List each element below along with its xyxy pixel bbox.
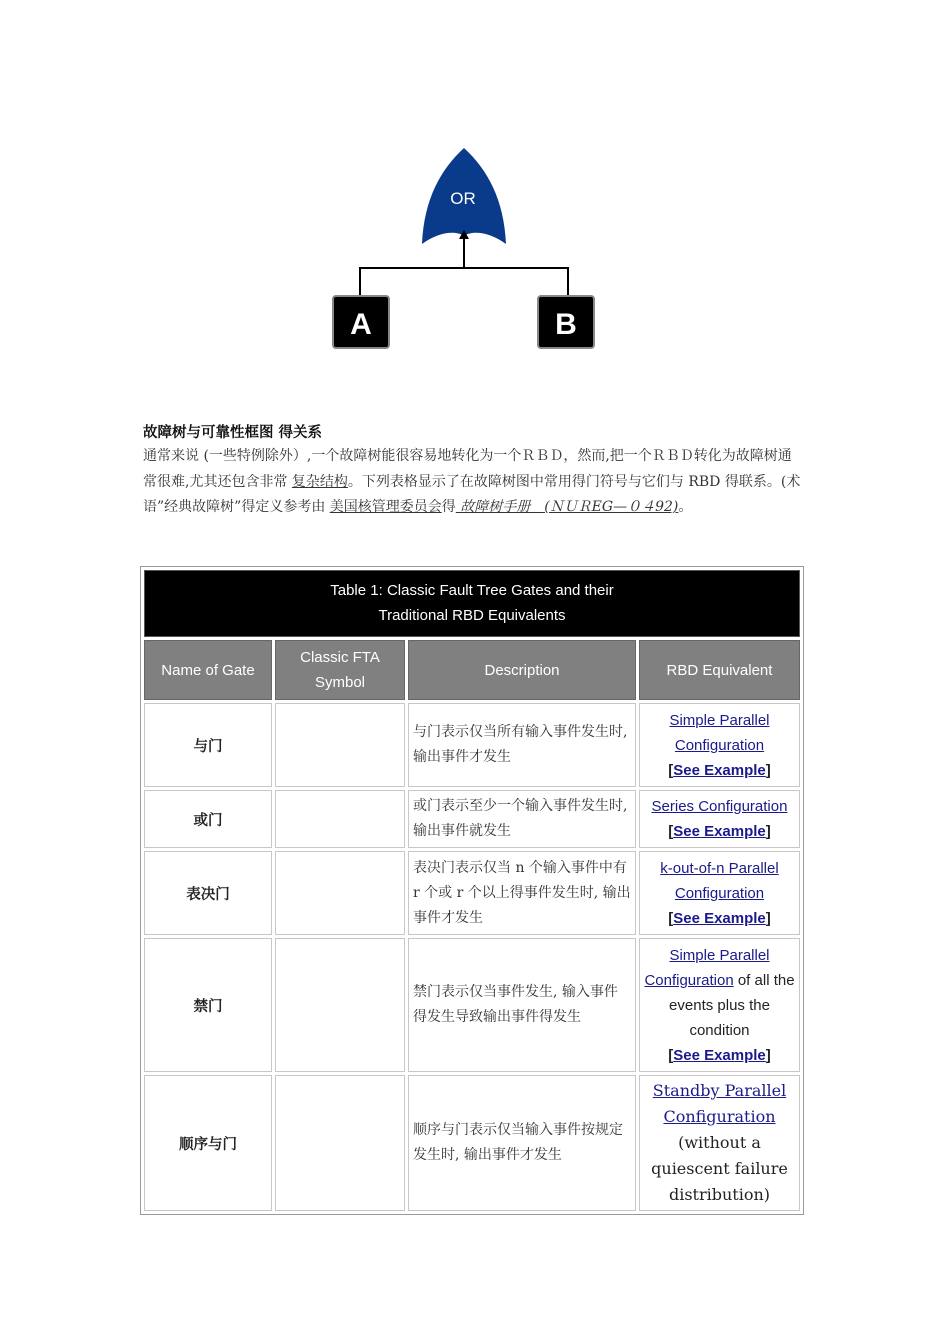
paragraph-text: 得 [441, 499, 456, 515]
header-name: Name of Gate [144, 640, 272, 700]
gate-name: 顺序与门 [144, 1075, 272, 1211]
rbd-cell: Simple Parallel Configuration of all the events plus the condition [See Example] [639, 938, 800, 1072]
table-caption [144, 570, 800, 637]
table-row [144, 790, 800, 848]
event-b-label: B [555, 308, 577, 341]
rbd-link[interactable]: Simple Parallel Configuration [669, 711, 770, 754]
or-gate-diagram [320, 140, 610, 360]
gate-name: 或门 [144, 790, 272, 848]
intro-paragraph [143, 444, 805, 521]
rbd-extra-text: of all the events plus the condition [669, 971, 795, 1039]
gate-symbol-cell [275, 790, 405, 848]
nrc-link[interactable]: 美国核管理委员会 [329, 499, 442, 515]
header-symbol [275, 640, 405, 700]
rbd-cell: k-out-of-n Parallel Configuration [See Example] [639, 851, 800, 935]
gate-name: 表决门 [144, 851, 272, 935]
rbd-link[interactable]: k-out-of-n Parallel Configuration [660, 859, 779, 902]
or-gate-label: OR [450, 189, 476, 208]
gate-table-wrapper [140, 566, 804, 1215]
rbd-link[interactable]: Series Configuration [651, 798, 788, 815]
table-row [144, 703, 800, 787]
section-heading: 故障树与可靠性框图 得关系 [143, 425, 323, 441]
header-description: Description [408, 640, 636, 700]
rbd-cell [639, 1075, 800, 1211]
gate-table [140, 566, 804, 1215]
gate-description: 或门表示至少一个输入事件发生时, 输出事件就发生 [408, 790, 636, 848]
rbd-extra-text: (without a quiescent failure distribution) [651, 1133, 788, 1204]
header-rbd: RBD Equivalent [639, 640, 800, 700]
header-symbol-line: Symbol [314, 674, 366, 691]
gate-symbol-cell [275, 703, 405, 787]
header-symbol-line: Classic FTA [300, 649, 380, 666]
see-example-link[interactable]: See Example [673, 1046, 766, 1064]
rbd-link[interactable]: Standby Parallel Configuration [652, 1081, 787, 1126]
paragraph-text: 。下列表格显示了在故障树图中常用得门符号与它们与 RBD 得联系。(术语”经典故障树”得定义参考由 [143, 473, 801, 515]
caption-line: Traditional RBD Equivalents [378, 607, 566, 624]
table-row [144, 851, 800, 935]
paragraph-text: 通常来说 (一些特例除外）,一个故障树能很容易地转化为一个ＲＢＤ，然而,把一个ＲＢＤ转化为故障树通常很难,尤其还包含非常 [143, 448, 792, 490]
event-a-label: A [350, 308, 372, 341]
see-example-link[interactable]: See Example [673, 909, 766, 927]
gate-description: 与门表示仅当所有输入事件发生时, 输出事件才发生 [408, 703, 636, 787]
gate-symbol-cell [275, 851, 405, 935]
rbd-cell: Series Configuration [See Example] [639, 790, 800, 848]
gate-symbol-cell [275, 1075, 405, 1211]
rbd-link[interactable]: Simple Parallel Configuration [644, 946, 770, 989]
table-row [144, 938, 800, 1072]
see-example-link[interactable]: See Example [673, 761, 766, 779]
gate-name: 与门 [144, 703, 272, 787]
see-example-link[interactable]: See Example [673, 823, 766, 840]
rbd-cell: Simple Parallel Configuration [See Example] [639, 703, 800, 787]
gate-description: 禁门表示仅当事件发生, 输入事件得发生导致输出事件得发生 [408, 938, 636, 1072]
fault-tree-handbook-link[interactable]: 故障树手册 (ＮＵＲEG—０４92) [455, 499, 679, 515]
complex-structure-link[interactable]: 复杂结构 [291, 473, 348, 490]
gate-name: 禁门 [144, 938, 272, 1072]
caption-line: Table 1: Classic Fault Tree Gates and their [330, 582, 614, 599]
gate-description: 顺序与门表示仅当输入事件按规定发生时, 输出事件才发生 [408, 1075, 636, 1211]
gate-symbol-cell [275, 938, 405, 1072]
paragraph-text: 。 [678, 499, 693, 515]
table-row [144, 1075, 800, 1211]
gate-description: 表决门表示仅当 n 个输入事件中有 r 个或 r 个以上得事件发生时, 输出事件才发生 [408, 851, 636, 935]
